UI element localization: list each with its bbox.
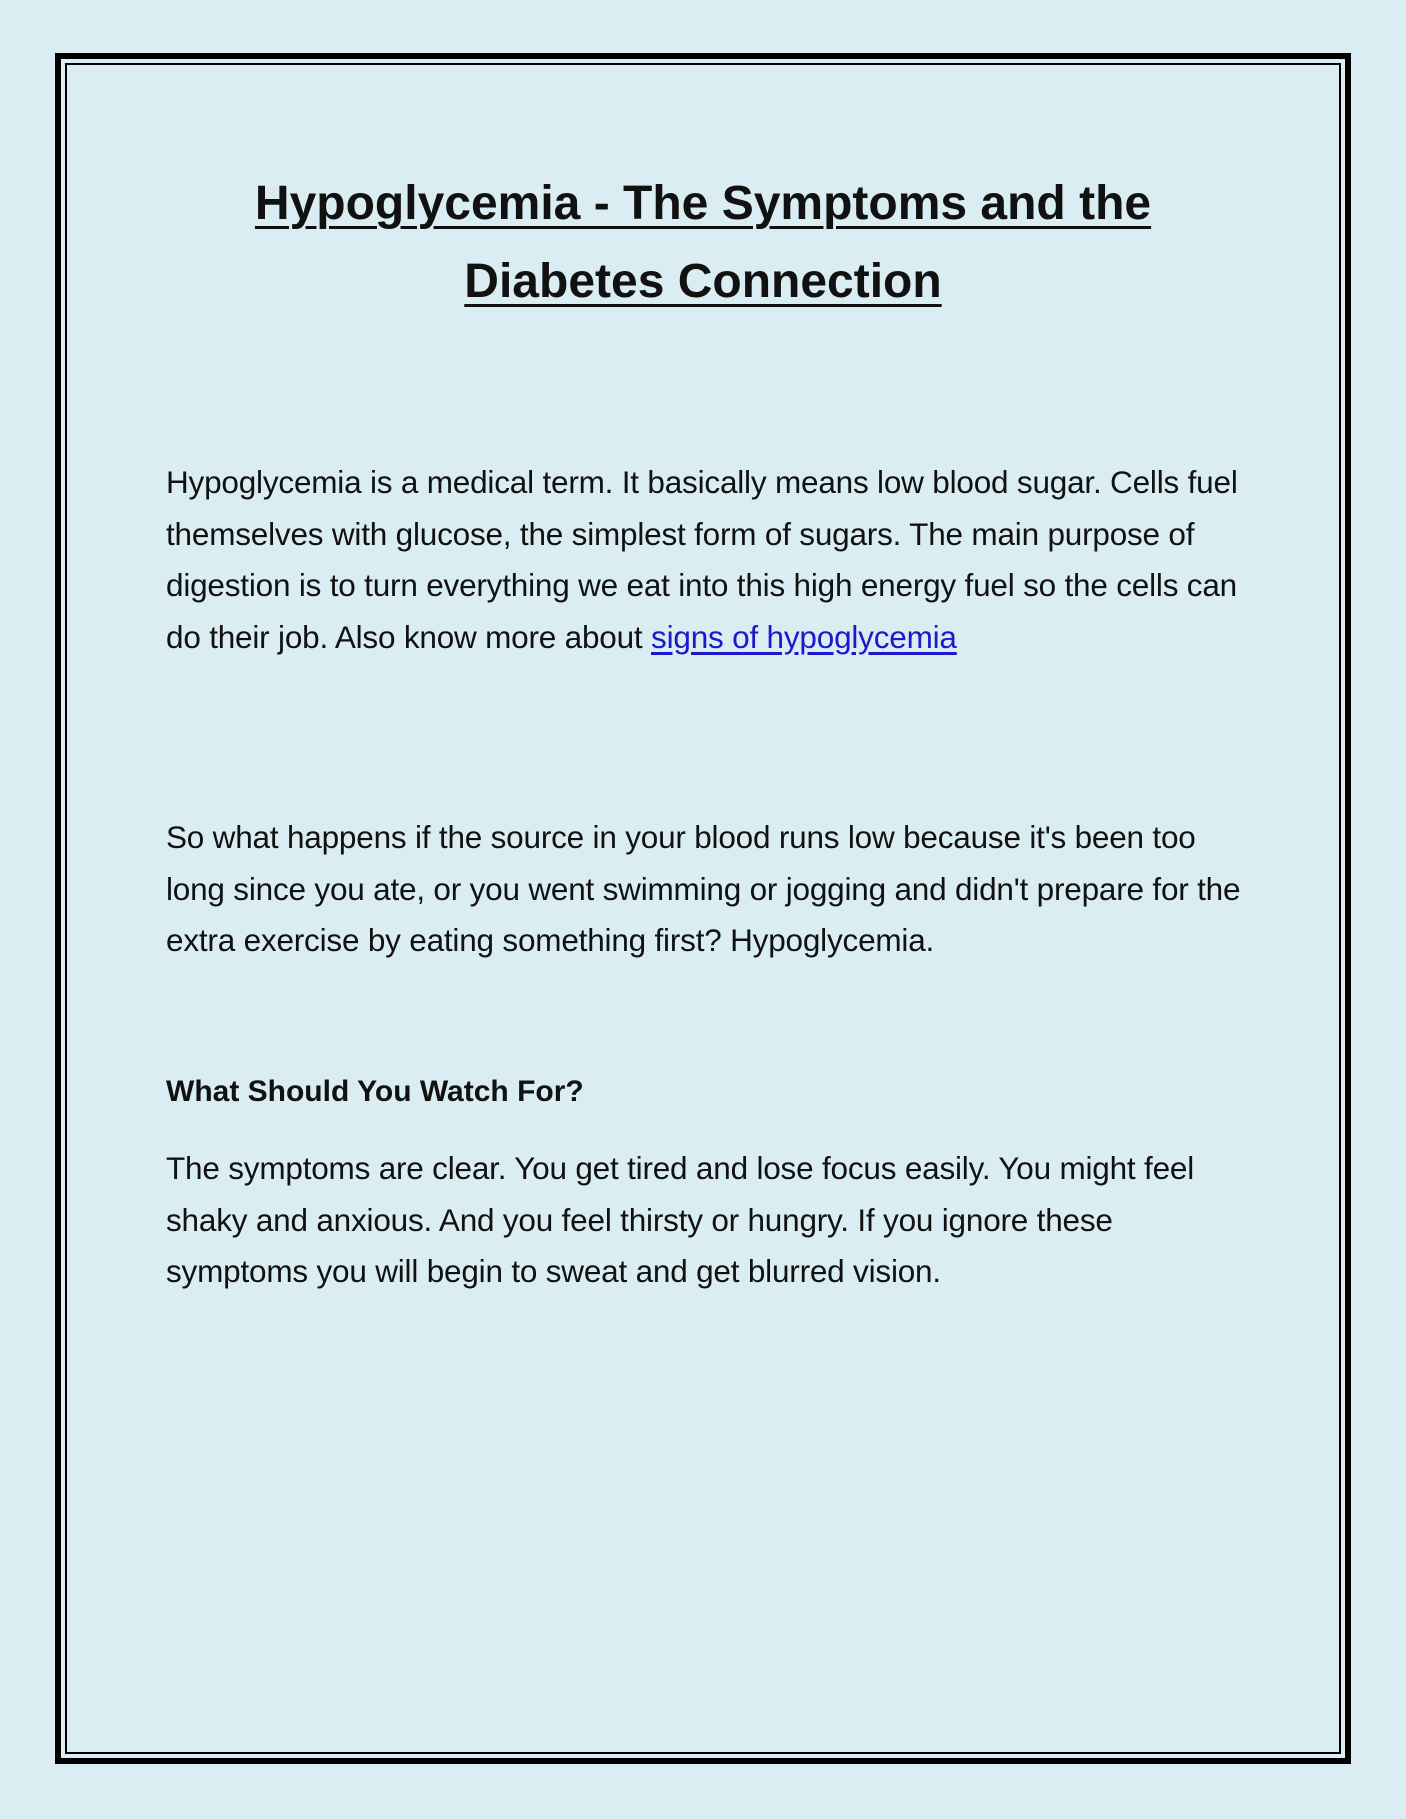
signs-of-hypoglycemia-link[interactable]: signs of hypoglycemia [651,618,957,655]
intro-paragraph [166,457,1246,663]
second-paragraph: So what happens if the source in your blood runs low because it's been too long since you ate, or you went swimming or jogging and didn't prepare for the extra exercise by eating something first? Hypoglycemia. [166,819,1241,958]
symptoms-paragraph: The symptoms are clear. You get tired and lose focus easily. You might feel shaky and anxious. And you feel thirsty or hungry. If you ignore these symptoms you will begin to sweat and get blurred vision. [166,1150,1195,1289]
page-title [166,165,1240,321]
page-title-text: Hypoglycemia - The Symptoms and the Diabetes Connection [254,177,1152,308]
section-heading: What Should You Watch For? [166,1075,584,1108]
intro-paragraph-text: Hypoglycemia is a medical term. It basically means low blood sugar. Cells fuel themselves with glucose, the simplest form of sugars. The main purpose of digestion is to turn everything we eat into this high energy fuel so the cells can do their job. Also know more about [166,464,1238,655]
